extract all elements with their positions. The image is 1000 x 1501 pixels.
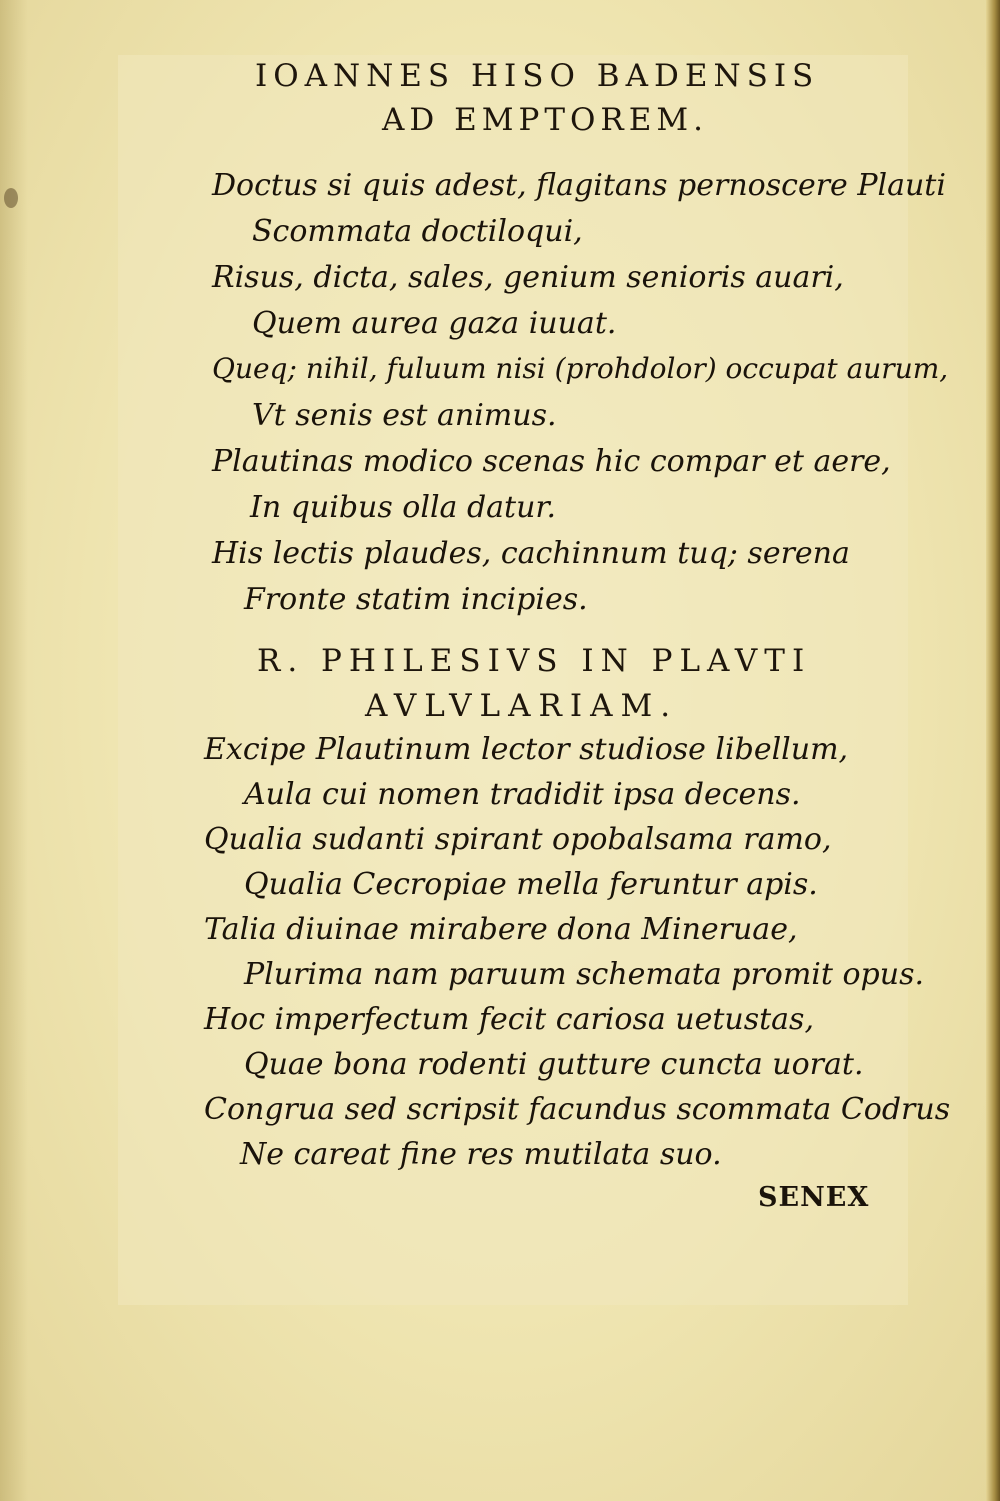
poem1-line: Queq; nihil, fuluum nisi (prohdolor) occupat aurum,	[212, 352, 949, 385]
poem1-line: Plautinas modico scenas hic compar et aere,	[212, 444, 891, 479]
poem1-heading-line1: IOANNES HISO BADENSIS	[255, 58, 820, 94]
catchword: SENEX	[758, 1182, 870, 1213]
poem1-line: Fronte statim incipies.	[244, 582, 588, 617]
poem2-line: Qualia Cecropiae mella feruntur apis.	[244, 867, 818, 902]
poem1-line: His lectis plaudes, cachinnum tuq; serena	[212, 536, 850, 571]
poem2-line: Qualia sudanti spirant opobalsama ramo,	[204, 822, 832, 857]
poem1-line: In quibus olla datur.	[250, 490, 557, 525]
poem2-heading-line1: R. PHILESIVS IN PLAVTI	[257, 643, 812, 679]
poem1-line: Vt senis est animus.	[252, 398, 557, 433]
poem1-line: Risus, dicta, sales, genium senioris auari,	[212, 260, 844, 295]
poem2-line: Excipe Plautinum lector studiose libellum,	[204, 732, 849, 767]
poem2-line: Hoc imperfectum fecit cariosa uetustas,	[204, 1002, 814, 1037]
gutter-shadow	[0, 0, 28, 1501]
poem1-line: Quem aurea gaza iuuat.	[252, 306, 617, 341]
poem2-line: Ne careat fine res mutilata suo.	[240, 1137, 722, 1172]
poem2-heading-line2: AVLVLARIAM.	[365, 688, 679, 724]
poem2-line: Aula cui nomen tradidit ipsa decens.	[244, 777, 801, 812]
poem2-line: Congrua sed scripsit facundus scommata Codrus	[204, 1092, 951, 1127]
poem1-line: Scommata doctiloqui,	[252, 214, 583, 249]
poem2-line: Talia diuinae mirabere dona Mineruae,	[204, 912, 798, 947]
poem1-line: Doctus si quis adest, flagitans pernoscere Plauti	[212, 168, 946, 203]
poem2-line: Plurima nam paruum schemata promit opus.	[244, 957, 924, 992]
poem1-heading-line2: AD EMPTOREM.	[382, 102, 708, 138]
poem2-line: Quae bona rodenti gutture cuncta uorat.	[244, 1047, 864, 1082]
page-right-edge	[986, 0, 1000, 1501]
ink-blot	[4, 188, 18, 208]
